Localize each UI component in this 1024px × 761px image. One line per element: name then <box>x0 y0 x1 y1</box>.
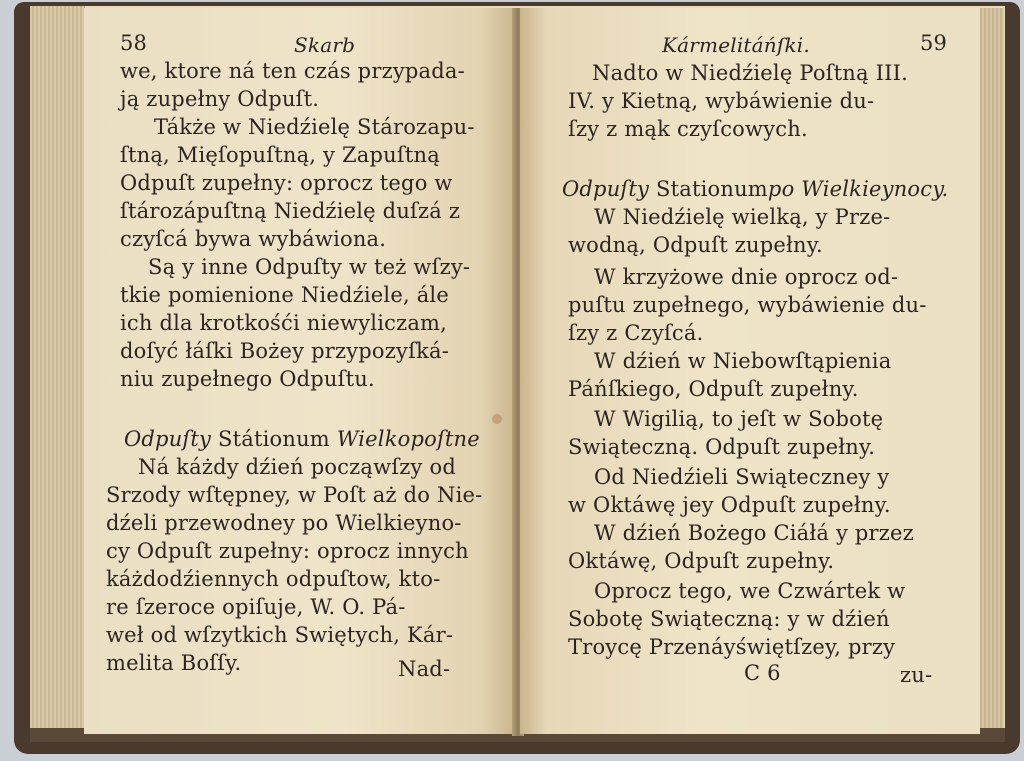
section-heading-tail: po Wielkieynocy. <box>767 177 949 201</box>
text-line: Oprocz tego, we Czwártek w <box>594 579 906 603</box>
text-line: czyſcá bywa wybáwiona. <box>120 227 387 251</box>
right-page <box>520 8 980 734</box>
text-line: W krzyżowe dnie oprocz od- <box>594 265 899 289</box>
section-heading-italic: Odpuſty <box>124 427 212 451</box>
section-heading <box>124 426 480 452</box>
text-line: ſzy z mąk czyſcowych. <box>568 117 808 141</box>
text-line: ſtną, Mięſopuſtną, y Zapuſtną <box>120 143 440 167</box>
text-line: niu zupełnego Odpuſtu. <box>120 367 375 391</box>
text-line: IV. y Kietną, wybáwienie du- <box>568 89 875 113</box>
text-line: cy Odpuſt zupełny: oprocz innych <box>106 539 469 563</box>
page-number: 58 <box>120 31 148 55</box>
text-line: Ná káżdy dźień począwſzy od <box>138 455 456 479</box>
text-line: Troycę Przenáyświętſzey, przy <box>568 635 896 659</box>
text-line: ją zupełny Odpuſt. <box>120 87 320 111</box>
section-heading-roman: Státionum <box>218 427 330 451</box>
text-line: Od Niedźieli Swiąteczney y <box>594 465 890 489</box>
text-line: weł od wſzytkich Swiętych, Kár- <box>106 623 454 647</box>
text-line: W dźień w Niebowſtąpienia <box>594 349 892 373</box>
text-line: ſzy z Czyſcá. <box>568 321 704 345</box>
text-line: Są y inne Odpuſty w też wſzy- <box>148 255 471 279</box>
page-number: 59 <box>920 31 948 55</box>
running-head: Skarb <box>294 33 356 57</box>
text-line: Nadto w Niedźielę Poſtną III. <box>592 61 908 85</box>
text-line: wodną, Odpuſt zupełny. <box>568 233 823 257</box>
text-line: Swiąteczną. Odpuſt zupełny. <box>568 435 876 459</box>
text-line: káżdodźiennych odpuſtow, kto- <box>106 567 441 591</box>
catchword: zu- <box>900 663 933 687</box>
text-line: W Wigilią, to jeſt w Sobotę <box>594 407 884 431</box>
text-line: W dźień Bożego Ciáłá y przez <box>594 521 914 545</box>
text-line: dźeli przewodney po Wielkieyno- <box>106 511 462 535</box>
catchword: Nad- <box>398 657 451 681</box>
section-heading-roman: Stationum <box>656 177 768 201</box>
left-page <box>84 8 516 734</box>
text-line: we, ktore ná ten czás przypada- <box>120 59 465 83</box>
text-line: Tákże w Niedźielę Stározapu- <box>154 115 475 139</box>
section-heading <box>562 176 948 202</box>
right-page-edges <box>978 8 1004 738</box>
text-line: w Oktáwę jey Odpuſt zupełny. <box>568 493 891 517</box>
text-line: re ſzeroce opiſuje, W. O. Pá- <box>106 595 406 619</box>
text-line: ich dla krotkośći niewyliczam, <box>120 311 448 335</box>
left-page-edges <box>30 6 85 736</box>
text-line: tkie pomienione Niedźiele, ále <box>120 283 449 307</box>
paper-stain <box>492 414 502 424</box>
running-head: Kármelitáńſki. <box>662 33 810 57</box>
text-line: Oktáwę, Odpuſt zupełny. <box>568 549 835 573</box>
text-line: Odpuſt zupełny: oprocz tego w <box>120 171 453 195</box>
signature-mark: C 6 <box>744 661 781 685</box>
text-line: melita Boſſy. <box>106 651 242 675</box>
text-line: Srzody wſtępney, w Poſt aż do Nie- <box>106 483 483 507</box>
text-line: Sobotę Swiąteczną: y w dźień <box>568 607 890 631</box>
text-line: doſyć łáſki Bożey przypozyſká- <box>120 339 450 363</box>
section-heading-italic: Odpuſty <box>562 177 650 201</box>
text-line: ſtározápuſtną Niedźielę duſzá z <box>120 199 461 223</box>
section-heading-tail: Wielkopoſtne <box>336 427 480 451</box>
text-line: W Niedźielę wielką, y Prze- <box>594 205 891 229</box>
text-line: puſtu zupełnego, wybáwienie du- <box>568 293 927 317</box>
text-line: Páńſkiego, Odpuſt zupełny. <box>568 377 859 401</box>
